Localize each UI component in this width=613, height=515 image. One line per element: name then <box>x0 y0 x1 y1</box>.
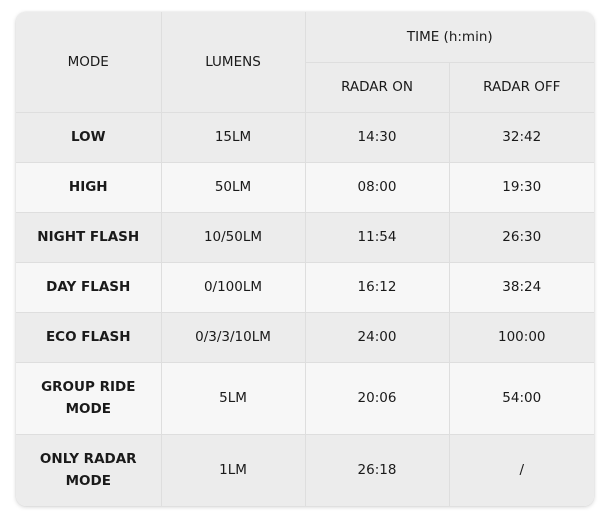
lumens-cell: 10/50LM <box>161 212 305 262</box>
mode-cell: GROUP RIDE MODE <box>16 362 161 434</box>
mode-cell: LOW <box>16 112 161 162</box>
radar-on-cell: 20:06 <box>305 362 449 434</box>
header-mode: MODE <box>16 12 161 112</box>
table-row <box>16 112 594 162</box>
lumens-cell: 0/3/3/10LM <box>161 312 305 362</box>
radar-off-cell: / <box>449 434 594 506</box>
lumens-cell: 50LM <box>161 162 305 212</box>
mode-cell: HIGH <box>16 162 161 212</box>
runtime-table-card <box>16 12 594 506</box>
table-row <box>16 312 594 362</box>
radar-off-cell: 32:42 <box>449 112 594 162</box>
radar-off-cell: 19:30 <box>449 162 594 212</box>
table-row <box>16 162 594 212</box>
table-row <box>16 212 594 262</box>
table-header-row <box>16 12 594 62</box>
table-row <box>16 262 594 312</box>
lumens-cell: 15LM <box>161 112 305 162</box>
table-row <box>16 434 594 506</box>
header-radar-off: RADAR OFF <box>449 62 594 112</box>
mode-cell: ECO FLASH <box>16 312 161 362</box>
radar-off-cell: 54:00 <box>449 362 594 434</box>
radar-off-cell: 100:00 <box>449 312 594 362</box>
lumens-cell: 5LM <box>161 362 305 434</box>
lumens-cell: 0/100LM <box>161 262 305 312</box>
radar-on-cell: 24:00 <box>305 312 449 362</box>
radar-on-cell: 14:30 <box>305 112 449 162</box>
radar-off-cell: 38:24 <box>449 262 594 312</box>
mode-cell: NIGHT FLASH <box>16 212 161 262</box>
lumens-cell: 1LM <box>161 434 305 506</box>
table-row <box>16 362 594 434</box>
header-time: TIME (h:min) <box>305 12 594 62</box>
radar-off-cell: 26:30 <box>449 212 594 262</box>
radar-on-cell: 11:54 <box>305 212 449 262</box>
mode-cell: DAY FLASH <box>16 262 161 312</box>
runtime-table <box>16 12 594 506</box>
mode-cell: ONLY RADAR MODE <box>16 434 161 506</box>
radar-on-cell: 16:12 <box>305 262 449 312</box>
header-radar-on: RADAR ON <box>305 62 449 112</box>
radar-on-cell: 26:18 <box>305 434 449 506</box>
header-lumens: LUMENS <box>161 12 305 112</box>
radar-on-cell: 08:00 <box>305 162 449 212</box>
